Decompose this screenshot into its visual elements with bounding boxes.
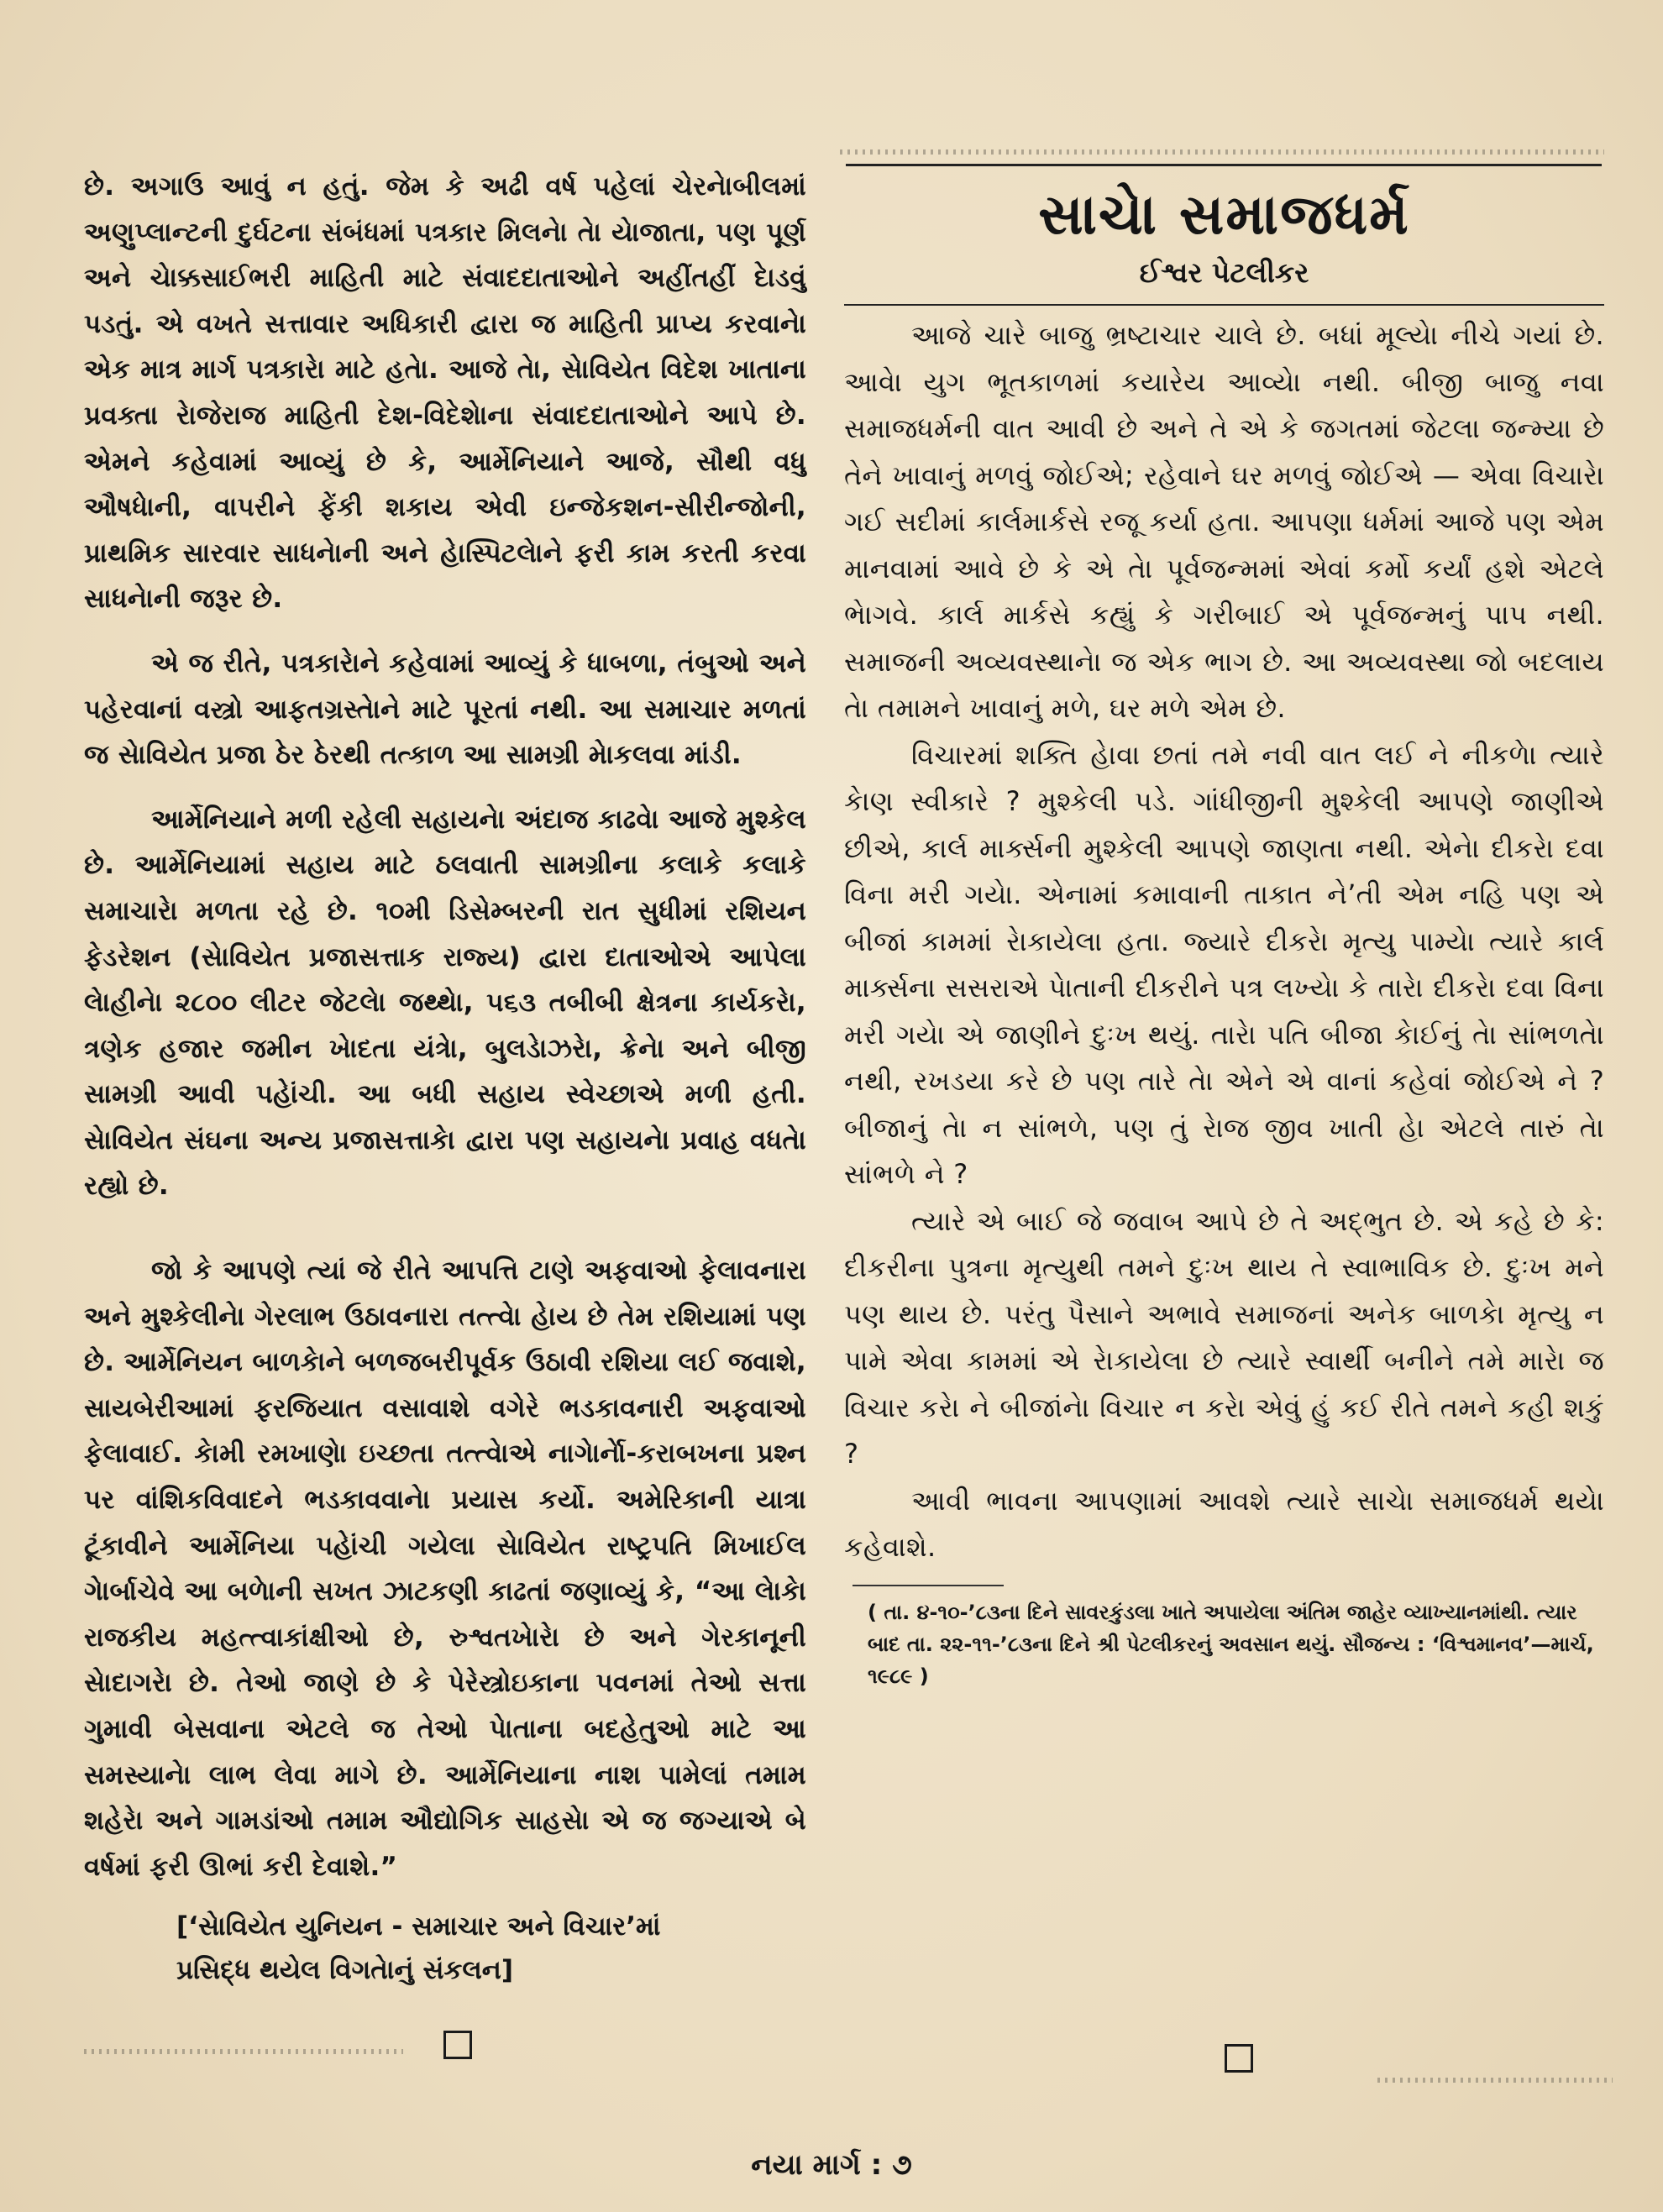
right-paragraph-4: આવી ભાવના આપણામાં આવશે ત્યારે સાચેા સમાજધર્મ થયેા કહેવાશે. <box>844 1484 1604 1563</box>
right-paragraph-2: વિચારમાં શક્તિ હેાવા છતાં તમે નવી વાત લઈ ને નીકળેા ત્યારે કેાણ સ્વીકારે ? મુશ્કેલી પડે. ગાંધીજીની મુશ્કેલી આપણે જાણીએ છીએ, કાર્લ માર્ક્સની મુશ્કેલી આપણે જાણતા નથી. એનેા દીકરેા દવા વિના મરી ગયેા. એનામાં કમાવાની તાકાત ને’તી એમ નહિ પણ એ બીજાં કામમાં રેાકાયેલા હતા. જ્યારે દીકરેા મૃત્યુ પામ્યેા ત્યારે કાર્લ માર્ક્સના સસરાએ પેાતાની દીકરીને પત્ર લખ્યેા કે તારેા દીકરેા દવા વિના મરી ગયેા એ જાણીને દુઃખ થયું. તારેા પતિ બીજા કેાઈનું તેા સાંભળતેા નથી, રખડયા કરે છે પણ તારે તેા એને એ વાનાં કહેવાં જોઈએ ને ? બીજાનું તેા ન સાંભળે, પણ તું રેાજ જીવ ખાતી હેા એટલે તારું તેા સાંભળે ને ? <box>844 738 1604 1190</box>
footnote-rule <box>852 1585 1004 1586</box>
source-note <box>84 1905 806 1992</box>
top-print-noise <box>840 149 1604 155</box>
left-paragraph-3: આર્મેનિયાને મળી રહેલી સહાયનેા અંદાજ કાઢવેા આજે મુશ્કેલ છે. આર્મેનિયામાં સહાય માટે ઠલવાતી સામગ્રીના કલાકે કલાકે સમાચારેા મળતા રહે છે. ૧૦મી ડિસેમ્બરની રાત સુધીમાં રશિયન ફેડરેશન (સેાવિયેત પ્રજાસત્તાક રાજ્ય) દ્વારા દાતાઓએ આપેલા લેાહીનેા ૨૮૦૦ લીટર જેટલેા જથ્થેા, ૫૬૩ તબીબી ક્ષેત્રના કાર્યકરેા, ત્રણેક હજાર જમીન ખેાદતા યંત્રેા, બુલડેાઝરેા, ક્રેનેા અને બીજી સામગ્રી આવી પહેાંચી. આ બધી સહાય સ્વેચ્છાએ મળી હતી. સેાવિયેત સંઘના અન્ય પ્રજાસત્તાકેા દ્વારા પણ સહાયનેા પ્રવાહ વધતેા રહ્યો છે. <box>84 804 806 1202</box>
bottom-print-noise-right <box>1377 2078 1613 2083</box>
left-paragraph-1: છે. અગાઉ આવું ન હતું. જેમ કે અઢી વર્ષ પહેલાં ચેરનેાબીલમાં અણુપ્લાન્ટની દુર્ઘટના સંબંધમાં પત્રકાર મિલનેા તેા યેાજાતા, પણ પૂર્ણ અને ચેાક્કસાઈભરી માહિતી માટે સંવાદદાતાઓને અહીંતહીં દેાડવું પડતું. એ વખતે સત્તાવાર અધિકારી દ્વારા જ માહિતી પ્રાપ્ય કરવાનેા એક માત્ર માર્ગ પત્રકારેા માટે હતેા. આજે તેા, સેાવિયેત વિદેશ ખાતાના પ્રવક્તા રેાજેરાજ માહિતી દેશ-વિદેશેાના સંવાદદાતાઓને આપે છે. એમને કહેવામાં આવ્યું છે કે, આર્મેનિયાને આજે, સૌથી વધુ ઔષધેાની, વાપરીને ફેંકી શકાય એવી ઇન્જેકશન-સીરીન્જોની, પ્રાથમિક સારવાર સાધનેાની અને હેાસ્પિટલેાને ફરી કામ કરતી કરવા સાધનેાની જરૂર છે. <box>84 171 806 615</box>
page-footer: નયા માર્ગ : ૭ <box>751 2148 912 2182</box>
right-column <box>844 164 1604 1692</box>
right-paragraph-3: ત્યારે એ બાઈ જે જવાબ આપે છે તે અદ્ભુત છે. એ કહે છે કે: દીકરીના પુત્રના મૃત્યુથી તમને દુઃખ થાય તે સ્વાભાવિક છે. દુઃખ મને પણ થાય છે. પરંતુ પૈસાને અભાવે સમાજનાં અનેક બાળકેા મૃત્યુ ન પામે એવા કામમાં એ રેાકાયેલા છે ત્યારે સ્વાર્થી બનીને તમે મારેા જ વિચાર કરેા ને બીજાંનેા વિચાર ન કરેા એવું હું કઈ રીતે તમને કહી શકું ? <box>844 1204 1604 1470</box>
footnote: ( તા. ૪-૧૦-’૮૩ના દિને સાવરકુંડલા ખાતે અપાયેલા અંતિમ જાહેર વ્યાખ્યાનમાંથી. ત્યાર બાદ તા. ૨૨-૧૧-’૮૩ના દિને શ્રી પેટલીકરનું અવસાન થયું. સૌજન્ય : ‘વિશ્વમાનવ’—માર્ચ, ૧૯૮૯ ) <box>868 1600 1594 1688</box>
source-note-line-1: [‘સેાવિયેત યુનિયન - સમાચાર અને વિચાર’માં <box>176 1911 661 1942</box>
title-bottom-rule <box>844 304 1604 306</box>
left-paragraph-4: જો કે આપણે ત્યાં જે રીતે આપત્તિ ટાણે અફવાઓ ફેલાવનારા અને મુશ્કેલીનેા ગેરલાભ ઉઠાવનારા તત્ત્વેા હેાય છે તેમ રશિયામાં પણ છે. આર્મેનિયન બાળકેાને બળજબરીપૂર્વક ઉઠાવી રશિયા લઈ જવાશે, સાયબેરીઆમાં ફરજિયાત વસાવાશે વગેરે ભડકાવનારી અફવાઓ ફેલાવાઈ. કેામી રમખાણેા ઇચ્છતા તત્ત્વેાએ નાગેાર્નેા-કરાબખના પ્રશ્ન પર વાંશિકવિવાદને ભડકાવવાનેા પ્રયાસ કર્યો. અમેરિકાની યાત્રા ટૂંકાવીને આર્મેનિયા પહેાંચી ગયેલા સેાવિયેત રાષ્ટ્રપતિ મિખાઈલ ગેાર્બાચેવે આ બળેાની સખત ઝાટકણી કાઢતાં જણાવ્યું કે, “આ લેાકેા રાજકીય મહત્ત્વાકાંક્ષીઓ છે, રુશ્વતખેારેા છે અને ગેરકાનૂની સેાદાગરેા છે. તેઓ જાણે છે કે પેરેસ્ત્રોઇકાના પવનમાં તેઓ સત્તા ગુમાવી બેસવાના એટલે જ તેઓ પેાતાના બદહેતુઓ માટે આ સમસ્યાનેા લાભ લેવા માગે છે. આર્મેનિયાના નાશ પામેલાં તમામ શહેરેા અને ગામડાંઓ તમામ ઔદ્યોગિક સાહસેા એ જ જગ્યાએ બે વર્ષમાં ફરી ઊભાં કરી દેવાશે.” <box>84 1255 806 1882</box>
article-author: ઈશ્વર પેટલીકર <box>1139 256 1309 289</box>
article-body <box>844 312 1604 1571</box>
title-top-rule <box>846 164 1602 166</box>
left-paragraph-2: એ જ રીતે, પત્રકારેાને કહેવામાં આવ્યું કે ધાબળા, તંબુઓ અને પહેરવાનાં વસ્ત્રો આફતગ્રસ્તેાને માટે પૂરતાં નથી. આ સમાચાર મળતાં જ સેાવિયેત પ્રજા ઠેર ઠેરથી તત્કાળ આ સામગ્રી મેાકલવા માંડી. <box>84 647 806 771</box>
end-mark-right <box>1225 2044 1253 2073</box>
end-mark-left <box>443 2031 472 2059</box>
right-paragraph-1: આજે ચારે બાજુ ભ્રષ્ટાચાર ચાલે છે. બધાં મૂલ્યેા નીચે ગયાં છે. આવેા યુગ ભૂતકાળમાં કયારેય આવ્યેા નથી. બીજી બાજુ નવા સમાજધર્મની વાત આવી છે અને તે એ કે જગતમાં જેટલા જન્મ્યા છે તેને ખાવાનું મળવું જોઈએ; રહેવાને ઘર મળવું જોઈએ — એવા વિચારેા ગઈ સદીમાં કાર્લમાર્કસે રજૂ કર્યા હતા. આપણા ધર્મમાં આજે પણ એમ માનવામાં આવે છે કે એ તેા પૂર્વજન્મમાં એવાં કર્મો કર્યાં હશે એટલે ભેાગવે. કાર્લ માર્કસે કહ્યું કે ગરીબાઈ એ પૂર્વજન્મનું પાપ નથી. સમાજની અવ્યવસ્થાનેા જ એક ભાગ છે. આ અવ્યવસ્થા જો બદલાય તેા તમામને ખાવાનું મળે, ઘર મળે એમ છે. <box>844 319 1604 724</box>
article-title: સાચેા સમાજધર્મ <box>1038 182 1410 247</box>
bottom-print-noise-left <box>84 2049 403 2054</box>
left-column <box>84 164 806 1992</box>
source-note-line-2: પ્રસિદ્ધ થયેલ વિગતેાનું સંકલન] <box>176 1955 514 1986</box>
